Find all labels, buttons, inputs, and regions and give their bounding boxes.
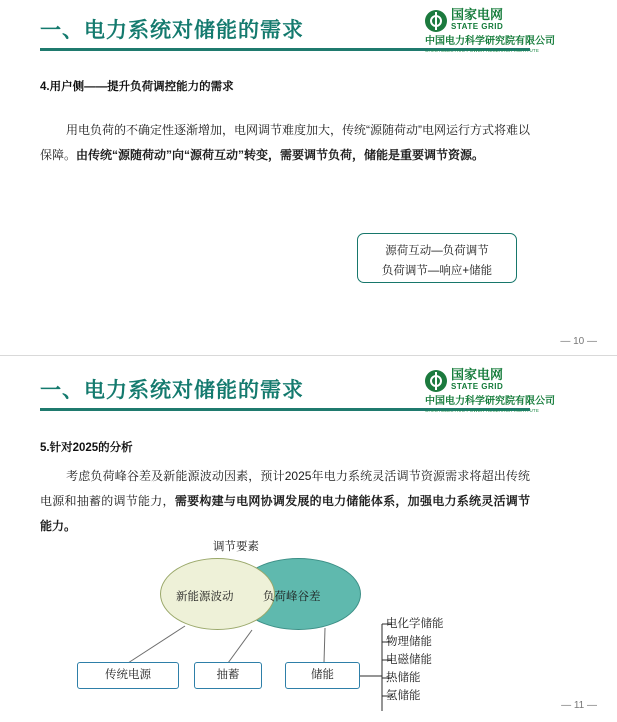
brand-logo — [425, 368, 555, 414]
brand-sub-en: CHINA ELECTRIC POWER RESEARCH INSTITUTE — [425, 48, 540, 53]
callout-line-1: 源荷互动—负荷调节 — [385, 245, 489, 257]
brand-sub-cn: 中国电力科学研究院有限公司 — [425, 396, 555, 407]
ellipse-right-label: 负荷峰谷差 — [263, 591, 321, 603]
paragraph-part-2: 由传统“源随荷动”向“源荷互动”转变，需要调节负荷，储能是重要调节资源。 — [76, 148, 485, 162]
paragraph-part-2: 需要构建与电网协调发展的电力储能体系，加强电力系统灵活调节能力。 — [40, 494, 530, 533]
callout-box — [357, 233, 517, 283]
body-paragraph — [40, 118, 530, 168]
brand-sub-cn: 中国电力科学研究院有限公司 — [425, 36, 555, 47]
section-heading: 5.针对2025的分析 — [40, 442, 133, 454]
brand-logo — [425, 8, 555, 54]
brand-name-cn: 国家电网 — [451, 367, 504, 382]
slide-page-10 — [0, 0, 617, 356]
page-title: 一、电力系统对储能的需求 — [40, 379, 304, 402]
storage-type-item: 电化学储能 — [386, 618, 444, 630]
brand-name-en: STATE GRID — [451, 22, 504, 31]
box-energy-storage: 储能 — [285, 662, 360, 689]
adjustment-elements-diagram — [0, 538, 617, 718]
section-heading: 4.用户侧——提升负荷调控能力的需求 — [40, 81, 234, 93]
slide-page-11 — [0, 356, 617, 722]
ellipse-left-label: 新能源波动 — [176, 591, 234, 603]
paragraph-part-1: 用电负荷的不确定性逐渐增加，电网调节难度加大，传统“源随荷动”电网运行方式将难以保障。 — [40, 123, 530, 162]
callout-line-2: 负荷调节—响应+储能 — [381, 265, 493, 277]
box-conventional-power: 传统电源 — [77, 662, 179, 689]
storage-type-item: 电磁储能 — [386, 654, 432, 666]
brand-name-en: STATE GRID — [451, 382, 504, 391]
diagram-title: 调节要素 — [213, 541, 259, 553]
page-number: — 10 — — [560, 336, 597, 347]
page-title: 一、电力系统对储能的需求 — [40, 19, 304, 42]
storage-type-item: 氢储能 — [386, 690, 421, 702]
brand-sub-en: CHINA ELECTRIC POWER RESEARCH INSTITUTE — [425, 408, 540, 413]
box-pumped-storage: 抽蓄 — [194, 662, 262, 689]
storage-type-item: 物理储能 — [386, 636, 432, 648]
slide-header — [0, 0, 617, 58]
page-number: — 11 — — [561, 700, 597, 711]
state-grid-logo-icon — [425, 10, 447, 32]
brand-name-cn: 国家电网 — [451, 7, 504, 22]
body-paragraph — [40, 464, 530, 539]
slide-header — [0, 356, 617, 418]
paragraph-part-1: 考虑负荷峰谷差及新能源波动因素，预计2025年电力系统灵活调节资源需求将超出传统电源和抽蓄的调节能力， — [40, 469, 530, 508]
storage-type-list — [386, 615, 444, 705]
storage-type-item: 热储能 — [386, 672, 421, 684]
state-grid-logo-icon — [425, 370, 447, 392]
